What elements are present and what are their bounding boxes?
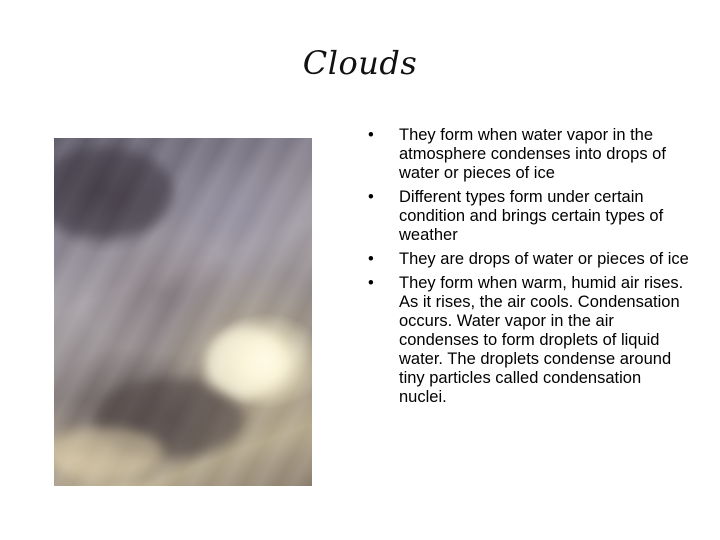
slide-title: Clouds bbox=[302, 44, 418, 82]
bullet-dot: • bbox=[368, 188, 374, 206]
bullet-dot: • bbox=[368, 250, 374, 268]
bullet-text: They are drops of water or pieces of ice bbox=[399, 250, 689, 268]
bullet-dot: • bbox=[368, 274, 374, 292]
bullet-item bbox=[368, 126, 690, 183]
bullet-list bbox=[368, 126, 690, 412]
bullet-item bbox=[368, 250, 690, 269]
bullet-text: Different types form under certain condition and brings certain types of weather bbox=[399, 188, 664, 244]
bullet-text: They form when warm, humid air rises. As it rises, the air cools. Condensation occurs. Water vapor in the air condenses to form droplets of liquid water. The droplets condense around tiny particles called condensation nuclei. bbox=[399, 274, 684, 406]
bullet-item bbox=[368, 188, 690, 245]
bullet-dot: • bbox=[368, 126, 374, 144]
bullet-item bbox=[368, 274, 690, 407]
cloud-photo bbox=[54, 138, 312, 486]
bright-cloud-center bbox=[204, 328, 284, 398]
bullet-text: They form when water vapor in the atmosphere condenses into drops of water or pieces of ice bbox=[399, 126, 666, 182]
